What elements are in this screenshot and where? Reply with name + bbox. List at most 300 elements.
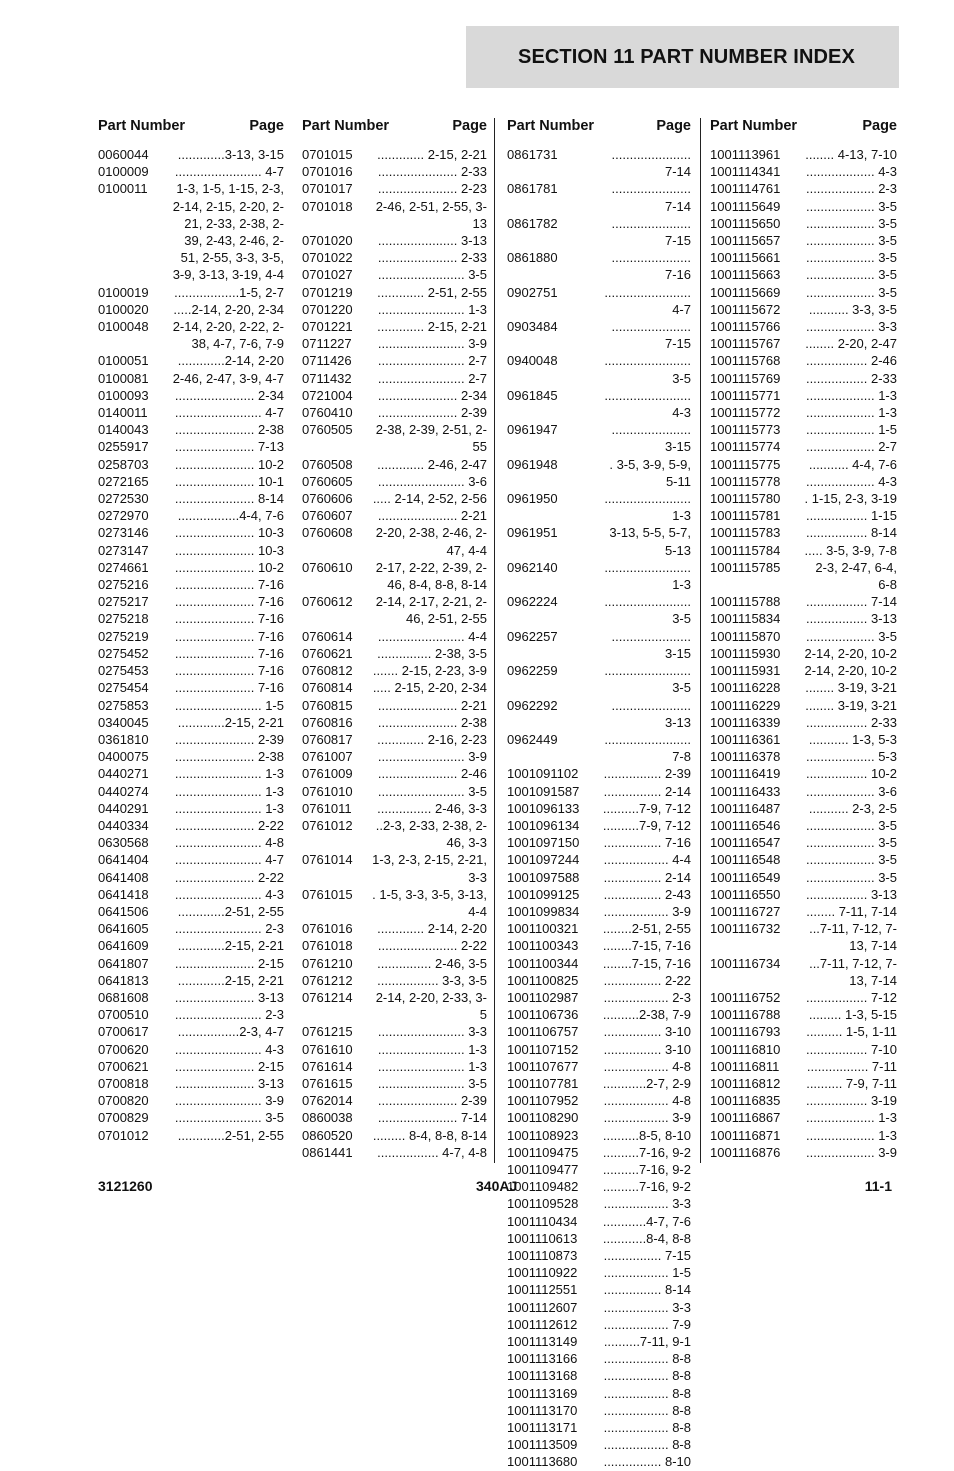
page-reference: ..... 3-5, 3-9, 7-8 [804,542,897,558]
page-reference: ..........7-16, 9-2 [602,1161,691,1177]
page-reference: 2-38, 2-39, 2-51, 2-55 [375,422,487,455]
page-reference: ...................... 2-21 [377,697,487,713]
part-number: 1001114341 [710,164,781,180]
page-reference: ...................... 2-34 [377,387,487,403]
part-number: 0760605 [302,473,353,489]
page-reference: ....... 2-15, 2-23, 3-9 [372,663,487,679]
page-reference: ........................ 4-3 [604,387,691,421]
index-entry [507,1367,691,1384]
part-number: 1001096134 [507,817,580,833]
part-number: 0440271 [98,766,149,782]
part-number: 0940048 [507,353,558,369]
page-reference: .............2-15, 2-21 [177,972,284,988]
page-reference: ...................... 10-2 [174,559,284,575]
part-number: 1001112551 [507,1282,578,1298]
part-number: 1001100344 [507,955,579,971]
index-entry [507,456,691,490]
index-entry [98,301,284,318]
index-entry [507,731,691,765]
page-reference: ........ 3-19, 3-21 [805,680,897,696]
index-entry [507,352,691,386]
part-number: 1001115771 [710,387,781,403]
index-entry [98,1127,284,1144]
page-reference: ...................... 7-16 [174,594,284,610]
index-entry [507,284,691,318]
page-reference: ........................ 3-9 [377,336,487,352]
part-number: 1001091102 [507,766,579,782]
part-number: 0761210 [302,955,353,971]
page-reference: ........ 3-19, 3-21 [805,697,897,713]
part-number: 1001109475 [507,1144,579,1160]
header-part-number: Part Number [710,118,798,134]
index-entry [98,352,284,369]
index-entry [710,146,897,163]
page-reference: ................... 3-9 [805,1144,897,1160]
index-entry [710,352,897,369]
part-number: 0255917 [98,439,149,455]
index-entry [98,817,284,834]
part-number: 0272530 [98,491,149,507]
header-part-number: Part Number [507,118,595,134]
part-number: 1001102987 [507,989,579,1005]
page-reference: ........................ 2-3 [174,921,284,937]
page-reference: ............. 2-15, 2-21 [377,147,487,162]
part-number: 0641506 [98,903,149,919]
part-number: 1001115834 [710,611,781,627]
page-reference: ........................ 1-3 [174,783,284,799]
part-number: 0272970 [98,508,149,524]
part-number: 1001108923 [507,1127,579,1143]
part-number: 1001116812 [710,1075,781,1091]
page-reference: ......... 8-4, 8-8, 8-14 [372,1127,487,1143]
part-number: 0711227 [302,336,352,352]
part-number: 0761614 [302,1058,353,1074]
part-number: 1001115781 [710,508,781,524]
index-entry [710,215,897,232]
page-reference: ................ 3-10 [603,1024,691,1040]
index-entry [710,1006,897,1023]
index-entry [710,610,897,627]
index-entry [710,1144,897,1161]
page-reference: ................ 8-10 [603,1454,691,1470]
index-entry [507,851,691,868]
part-number: 0641813 [98,972,149,988]
page-reference: ..2-3, 2-33, 2-38, 2-46, 3-3 [375,817,487,851]
footer-model: 340AJ [476,1178,518,1194]
part-number: 1001115931 [710,663,781,679]
page-reference: ........................ 4-3 [174,1041,284,1057]
page-reference: ...................... 7-16 [174,645,284,661]
page-reference: ................... 3-3 [805,319,897,335]
index-entry [98,697,284,714]
index-entry [710,662,897,679]
index-entry [710,456,897,473]
page-reference: .................. 8-8 [603,1437,691,1453]
index-entry [302,955,487,972]
page-reference: ................. 3-13 [805,886,897,902]
index-entry [710,1058,897,1075]
page-reference: ......... 1-3, 5-15 [808,1007,897,1023]
page-reference: ...................... 7-14 [611,181,691,214]
part-number: 0700818 [98,1075,149,1091]
page-reference: ........................ 3-5 [604,353,691,386]
page-reference: ...................... 2-34 [174,387,284,403]
index-entry [98,370,284,387]
part-number: 0861781 [507,181,558,197]
index-entry [710,473,897,490]
index-entry [710,697,897,714]
index-entry [302,783,487,800]
part-number: 0760612 [302,594,353,610]
index-entry [302,800,487,817]
part-number: 1001116547 [710,835,781,851]
part-number: 1001115769 [710,370,781,386]
index-entry [507,765,691,782]
page-reference: ...................... 2-46 [377,766,487,782]
page-reference: ............... 2-38, 3-5 [377,645,487,661]
part-number: 1001116727 [710,903,781,919]
page-reference: ................... 4-3 [805,164,897,180]
part-number: 0700617 [98,1024,149,1040]
part-number: 1001097244 [507,852,580,868]
index-entry [98,748,284,765]
index-entry [98,318,284,352]
index-entry [507,834,691,851]
index-entry [507,1402,691,1419]
page-reference: ...7-11, 7-12, 7-13, 7-14 [809,955,897,988]
page-reference: . 1-15, 2-3, 3-19 [804,491,897,507]
index-entry [302,1144,487,1161]
page-reference: ..........2-38, 7-9 [602,1007,691,1023]
section-title-banner [466,26,899,88]
index-entry [507,886,691,903]
page-reference: .................. 3-9 [603,1110,691,1126]
page-reference: ...................... 8-14 [174,491,284,507]
part-number: 0701027 [302,267,353,283]
part-number: 0761015 [302,886,353,902]
part-number: 0760812 [302,663,353,679]
index-entry [302,1058,487,1075]
page-reference: ........................ 3-5 [377,267,487,283]
page-reference: ............... 2-46, 3-3 [377,800,487,816]
part-number: 1001115780 [710,491,781,507]
part-number: 1001115785 [710,559,781,575]
page-reference: ................... 2-3 [805,181,897,197]
index-entry [302,1023,487,1040]
index-entry [710,1109,897,1126]
part-number: 0641404 [98,852,149,868]
part-number: 0440291 [98,800,149,816]
part-number: 1001113680 [507,1454,578,1470]
index-entry [507,1316,691,1333]
part-number: 1001100321 [507,921,579,937]
index-entry [302,1092,487,1109]
part-number: 1001107152 [507,1041,579,1057]
page-reference: ................. 2-33 [805,714,897,730]
part-number: 1001115930 [710,645,781,661]
part-number: 0961947 [507,422,558,438]
part-number: 0760815 [302,697,353,713]
part-number: 0100020 [98,301,149,317]
index-entry [302,593,487,627]
index-entry [710,249,897,266]
part-number: 1001116734 [710,955,781,971]
part-number: 1001113961 [710,147,781,162]
part-number: 0761610 [302,1041,353,1057]
page-reference: ................. 3-3, 3-5 [377,972,487,988]
part-number: 1001116793 [710,1024,781,1040]
part-number: 0962224 [507,594,558,610]
page-reference: ................... 3-5 [805,250,897,266]
index-entry [507,1178,691,1195]
page-reference: ................... 1-3 [805,405,897,421]
index-entry [507,215,691,249]
index-entry [710,765,897,782]
page-reference: ........................ 1-5 [174,697,284,713]
page-reference: .................. 3-3 [603,1299,691,1315]
page-reference: ...................... 2-39 [377,405,487,421]
index-entry [507,1109,691,1126]
page-reference: ................. 7-11 [806,1058,897,1074]
page-reference: ........................ 2-7 [377,353,487,369]
index-entry [710,335,897,352]
part-number: 0100011 [98,181,148,197]
index-entry [98,163,284,180]
page-reference: ................... 3-5 [805,628,897,644]
index-entry [98,180,284,283]
index-entry [710,1127,897,1144]
page-reference: ........................ 4-8 [174,835,284,851]
part-number: 1001116229 [710,697,781,713]
part-number: 0760814 [302,680,353,696]
part-number: 1001100825 [507,972,579,988]
part-number: 0700621 [98,1058,149,1074]
page-reference: ........................ 1-3 [604,491,691,524]
part-number: 1001116732 [710,921,781,937]
page-reference: ................. 2-46 [805,353,897,369]
part-number: 0641408 [98,869,149,885]
page-reference: .................. 8-8 [603,1385,691,1401]
index-entry [302,232,487,249]
page-reference: ........................ 1-3 [174,800,284,816]
part-number: 1001115783 [710,525,781,541]
page-reference: ........................ 3-3 [377,1024,487,1040]
page-reference: ...................... 7-16 [174,663,284,679]
index-entry [507,421,691,455]
part-number: 0760610 [302,559,353,575]
part-number: 0060044 [98,147,149,162]
page-reference: ........................ 4-4 [377,628,487,644]
part-number: 0711432 [302,370,352,386]
part-number: 0700829 [98,1110,149,1126]
page-reference: ................ 2-39 [603,766,691,782]
page-reference: .................. 1-5 [603,1265,691,1281]
part-number: 0701015 [302,147,353,162]
page-reference: ................. 7-12 [805,989,897,1005]
index-entry [98,1075,284,1092]
page-reference: ................... 3-5 [805,267,897,283]
part-number: 1001116228 [710,680,781,696]
page-reference: .................. 4-4 [603,852,691,868]
page-reference: ...................... 2-39 [174,731,284,747]
part-number: 0860038 [302,1110,353,1126]
page-reference: ........................ 4-7 [174,164,284,180]
part-number: 1001116835 [710,1093,781,1109]
part-number: 1001116871 [710,1127,781,1143]
index-entry [98,972,284,989]
index-entry [507,920,691,937]
page-reference: ........................ 3-5 [377,1075,487,1091]
page-reference: ........................ 1-3 [174,766,284,782]
index-entry [98,490,284,507]
page-reference: ................... 3-5 [805,215,897,231]
part-number: 0761012 [302,817,353,833]
page-reference: .................2-3, 4-7 [177,1024,284,1040]
index-entry [302,490,487,507]
part-number: 1001115775 [710,456,781,472]
part-number: 0140043 [98,422,149,438]
part-number: 1001116549 [710,869,781,885]
column-header [98,118,284,146]
page-reference: ............4-7, 7-6 [602,1213,691,1229]
index-entry [710,903,897,920]
part-number: 1001113166 [507,1351,578,1367]
part-number: 0760607 [302,508,353,524]
index-entry [98,438,284,455]
footer-page-number: 11-1 [864,1178,892,1194]
page-reference: ................... 3-5 [805,198,897,214]
page-reference: ................ 2-43 [603,886,691,902]
index-entry [98,473,284,490]
index-entry [710,387,897,404]
page-reference: ................... 3-5 [805,817,897,833]
page-reference: ............. 2-51, 2-55 [377,284,487,300]
index-entry [98,731,284,748]
index-entry [710,180,897,197]
index-entry [302,972,487,989]
index-entry [507,697,691,731]
index-entry [710,163,897,180]
page-reference: ........................ 4-3 [174,886,284,902]
part-number: 1001109528 [507,1196,579,1212]
part-number: 0761018 [302,938,353,954]
index-entry [302,146,487,163]
part-number: 1001116810 [710,1041,781,1057]
index-entry [710,1092,897,1109]
index-entry [98,886,284,903]
index-entry [710,714,897,731]
page-reference: ........................ 3-9 [377,749,487,765]
index-entry [710,679,897,696]
index-entry [710,1075,897,1092]
page-reference: ...................... 7-15 [611,215,691,249]
part-number: 1001116419 [710,766,781,782]
index-entry [98,834,284,851]
part-number: 0641605 [98,921,149,937]
part-number: 1001116378 [710,749,781,765]
page-reference: 2-46, 2-51, 2-55, 3-13 [375,198,487,231]
part-number: 0100051 [98,353,149,369]
part-number: 0275853 [98,697,149,713]
part-number: 1001099834 [507,903,580,919]
page-reference: 1-3, 2-3, 2-15, 2-21, 3-3 [372,852,487,885]
part-number: 1001116433 [710,783,781,799]
part-number: 0361810 [98,731,149,747]
index-entry [507,817,691,834]
page-reference: ............... 2-46, 3-5 [377,955,487,971]
index-entry [710,817,897,834]
part-number: 0902751 [507,284,558,300]
index-entry [98,1023,284,1040]
index-entry [302,284,487,301]
page-reference: ................ 7-15 [603,1248,691,1263]
index-entry [98,765,284,782]
index-entry [710,524,897,541]
index-entry [507,490,691,524]
part-number: 1001115766 [710,319,781,335]
index-entry [98,146,284,163]
page-reference: .....2-14, 2-20, 2-34 [173,301,284,317]
part-number: 0760614 [302,628,353,644]
page-reference: .................. 8-8 [603,1351,691,1367]
part-number: 0440334 [98,817,149,833]
index-entry [302,301,487,318]
page-reference: ........................ 1-3 [377,301,487,317]
index-entry [302,1041,487,1058]
part-number: 1001116361 [710,731,781,747]
part-number: 1001113509 [507,1437,578,1453]
page-reference: ........................ 4-7 [174,405,284,421]
page-reference: ........7-15, 7-16 [602,938,691,954]
page-reference: ................... 3-5 [805,284,897,300]
part-number: 0275452 [98,645,149,661]
index-entry [507,1195,691,1212]
index-entry [98,645,284,662]
page-reference: ................... 3-5 [805,233,897,249]
part-number: 0275219 [98,628,149,644]
part-number: 1001115778 [710,473,781,489]
index-entry [507,1127,691,1144]
part-number: 0701220 [302,301,353,317]
index-entry [507,1092,691,1109]
index-entry [98,1058,284,1075]
part-number: 1001116339 [710,714,781,730]
index-entry [98,903,284,920]
part-number: 1001110873 [507,1248,578,1263]
part-number: 0701017 [302,181,353,197]
part-number: 1001110434 [507,1213,578,1229]
index-entry [507,955,691,972]
page-reference: ...................... 3-15 [611,422,691,455]
index-entry [507,972,691,989]
index-entry [302,645,487,662]
part-number: 1001116752 [710,989,781,1005]
part-number: 0760410 [302,405,353,421]
part-number: 0903484 [507,319,558,335]
header-part-number: Part Number [98,118,186,134]
page-reference: .......... 1-5, 1-11 [806,1024,897,1040]
part-number: 1001115870 [710,628,781,644]
page-reference: ...................... 2-15 [174,955,284,971]
part-number: 0701012 [98,1127,149,1143]
part-number: 0275217 [98,594,149,610]
part-number: 1001116811 [710,1058,780,1074]
page-reference: ..........8-5, 8-10 [602,1127,691,1143]
part-number: 0761010 [302,783,353,799]
index-entry [302,370,487,387]
page-reference: ................. 8-14 [805,525,897,541]
page-reference: .................. 3-3 [603,1196,691,1212]
